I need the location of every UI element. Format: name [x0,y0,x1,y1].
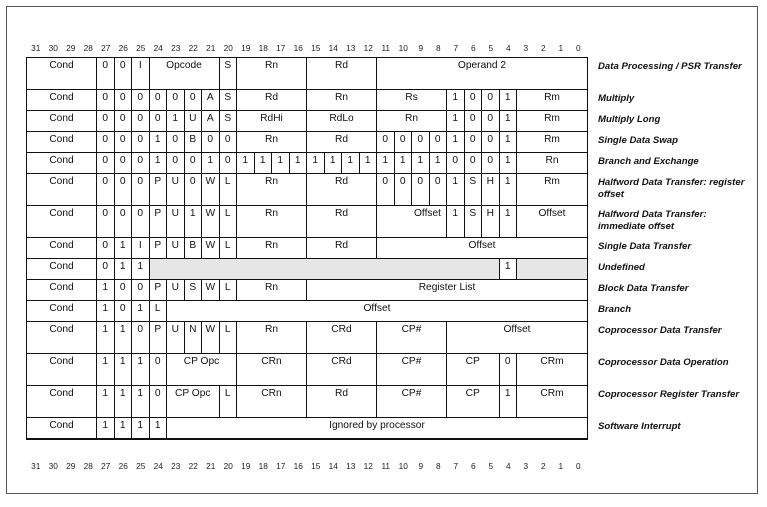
bit-number: 18 [258,461,268,471]
bit-field: U [167,280,185,301]
bit-field: 0 [167,153,185,174]
bit-field: CP# [377,354,447,386]
bit-field: Offset [377,206,447,238]
bit-number: 0 [575,43,581,53]
bit-field: Cond [27,111,97,132]
bit-field: CP Opc [167,354,237,386]
bit-field: P [150,238,168,259]
bit-field: CRn [237,386,307,418]
bit-field: Rd [307,58,377,90]
bit-field: 0 [377,132,395,153]
bit-field: Offset [377,238,587,259]
bit-field: 0 [220,153,238,174]
bit-field: 1 [97,322,115,354]
bit-number: 20 [223,461,233,471]
bit-number: 11 [381,43,391,53]
bit-field: 0 [150,354,168,386]
bit-field: 0 [115,153,133,174]
bit-field: U [167,174,185,206]
bit-number: 16 [293,461,303,471]
bit-field: Rd [237,90,307,111]
bit-field: 1 [97,301,115,322]
bit-number: 7 [453,43,459,53]
bit-field: W [202,280,220,301]
bit-field: 1 [360,153,378,174]
bit-field: 0 [220,132,238,153]
bit-field: 0 [447,153,465,174]
bit-field: Rs [377,90,447,111]
bit-field: 0 [465,132,483,153]
bit-field: 1 [97,386,115,418]
bit-field: 0 [412,174,430,206]
bit-field: 0 [132,280,150,301]
bit-field: 0 [115,206,133,238]
bit-field: CP# [377,386,447,418]
bit-field: 1 [430,153,448,174]
bit-number: 20 [223,43,233,53]
bit-field: 0 [150,111,168,132]
bit-field: 0 [97,153,115,174]
bit-field: 0 [395,174,413,206]
bit-field: L [150,301,168,322]
bit-number: 11 [381,461,391,471]
bit-field: 1 [255,153,273,174]
bit-number: 24 [153,43,163,53]
bit-field: 0 [132,90,150,111]
bit-field: 1 [500,132,518,153]
bit-field: Cond [27,259,97,280]
bit-field: 1 [500,206,518,238]
bit-field [517,259,587,280]
bit-field: Cond [27,386,97,418]
bit-number: 7 [453,461,459,471]
bit-number: 21 [206,43,216,53]
bit-field: Ignored by processor [167,418,587,439]
bit-field: 1 [132,354,150,386]
bit-field: 1 [447,132,465,153]
bit-field: 1 [150,132,168,153]
bit-field: Rn [237,206,307,238]
instruction-type-name: Coprocessor Register Transfer [598,389,740,400]
bit-field: Rd [307,206,377,238]
bit-field: 0 [482,111,500,132]
instruction-type-name: Software Interrupt [598,421,681,432]
bit-field: 1 [500,174,518,206]
bit-number: 10 [398,43,408,53]
bit-field: CRd [307,354,377,386]
bit-field: 0 [430,132,448,153]
bit-number: 1 [558,461,564,471]
instruction-type-name: Branch and Exchange [598,156,699,167]
bit-number: 27 [101,43,111,53]
bit-field: L [220,386,238,418]
bit-field: 1 [412,153,430,174]
bit-field: 0 [115,90,133,111]
instruction-type-name: Halfword Data Transfer: register offset [598,177,745,200]
bit-field: 0 [500,354,518,386]
bit-number: 1 [558,43,564,53]
bit-field: Cond [27,174,97,206]
bit-number: 25 [136,43,146,53]
instruction-type-name: Multiply Long [598,114,661,125]
bit-field: Cond [27,301,97,322]
bit-field: 1 [500,111,518,132]
bit-field: 1 [447,111,465,132]
bit-number: 9 [418,43,424,53]
bit-number: 15 [311,43,321,53]
bit-field: Cond [27,206,97,238]
bit-field: 1 [447,90,465,111]
bit-field: L [220,238,238,259]
bit-number: 3 [523,43,529,53]
bit-field: Rn [307,90,377,111]
bit-field: CRm [517,354,587,386]
bit-field: Rd [307,386,377,418]
bit-field: 1 [97,354,115,386]
bit-field: Cond [27,322,97,354]
bit-field: CRn [237,354,307,386]
bit-field: Cond [27,153,97,174]
bit-number: 8 [435,43,441,53]
bit-field: RdHi [237,111,307,132]
bit-field: S [220,90,238,111]
bit-number: 24 [153,461,163,471]
instruction-type-name: Single Data Swap [598,135,678,146]
bit-field: U [167,322,185,354]
instruction-type-name: Data Processing / PSR Transfer [598,61,742,72]
bit-numbers-bottom [27,460,587,472]
bit-number: 2 [540,461,546,471]
bit-field: 0 [132,174,150,206]
bit-field: W [202,238,220,259]
bit-field: L [220,322,238,354]
bit-field: Cond [27,280,97,301]
bit-field: Cond [27,132,97,153]
bit-field: 1 [115,322,133,354]
bit-field: 1 [132,301,150,322]
bit-field: Cond [27,90,97,111]
bit-number: 27 [101,461,111,471]
bit-field: U [167,238,185,259]
bit-field: Rm [517,174,587,206]
bit-field: Cond [27,238,97,259]
bit-number: 25 [136,461,146,471]
bit-number: 15 [311,461,321,471]
bit-number: 10 [398,461,408,471]
bit-field: L [220,280,238,301]
bit-field: 1 [115,354,133,386]
bit-number: 9 [418,461,424,471]
bit-field: W [202,206,220,238]
bit-number: 6 [470,461,476,471]
bit-number: 26 [118,461,128,471]
bit-number: 17 [276,43,286,53]
bit-field: Cond [27,58,97,90]
bit-field: P [150,322,168,354]
bit-field: S [465,206,483,238]
bit-field: 0 [185,174,203,206]
bit-field: 1 [395,153,413,174]
bit-number: 12 [363,461,373,471]
bit-number: 6 [470,43,476,53]
bit-number: 16 [293,43,303,53]
bit-field: CRm [517,386,587,418]
bit-number: 12 [363,43,373,53]
bit-field: CRd [307,322,377,354]
bit-number: 18 [258,43,268,53]
bit-field: 1 [202,153,220,174]
bit-field: 1 [167,111,185,132]
bit-field: 1 [97,418,115,439]
bit-number: 17 [276,461,286,471]
instruction-type-name: Block Data Transfer [598,283,689,294]
bit-field: 0 [465,153,483,174]
bit-field: 1 [500,259,518,280]
bit-number: 14 [328,461,338,471]
bit-field: 1 [447,206,465,238]
bit-field: CP [447,354,500,386]
bit-field: I [132,58,150,90]
bit-field: 0 [115,111,133,132]
bit-field: 0 [185,90,203,111]
bit-field: 0 [185,153,203,174]
bit-field: Offset [447,322,587,354]
bit-field: Rm [517,90,587,111]
bit-field: 1 [97,280,115,301]
bit-field: 0 [115,174,133,206]
bit-field: 0 [132,111,150,132]
instruction-type-name: Coprocessor Data Operation [598,357,729,368]
bit-field: 1 [272,153,290,174]
bit-field: Offset [167,301,587,322]
bit-field: 0 [115,132,133,153]
bit-field: 1 [325,153,343,174]
bit-field: 1 [342,153,360,174]
bit-number: 31 [31,43,41,53]
instruction-type-name: Coprocessor Data Transfer [598,325,722,336]
bit-field: L [220,206,238,238]
bit-field: P [150,206,168,238]
bit-field: Rn [377,111,447,132]
bit-field: Rn [237,238,307,259]
bit-field: 0 [482,153,500,174]
bit-number: 19 [241,461,251,471]
bit-field: 0 [167,90,185,111]
bit-field: U [185,111,203,132]
bit-field: 0 [150,90,168,111]
bit-field: CP Opc [167,386,220,418]
bit-field: 0 [97,90,115,111]
bit-field: A [202,111,220,132]
bit-number: 23 [171,43,181,53]
bit-field: 1 [377,153,395,174]
bit-field: 1 [115,418,133,439]
bit-number: 8 [435,461,441,471]
bit-number: 29 [66,461,76,471]
bit-number: 23 [171,461,181,471]
bit-field: 0 [115,58,133,90]
bit-field: Rn [237,58,307,90]
bit-field: P [150,280,168,301]
bit-number: 2 [540,43,546,53]
bit-number: 13 [346,43,356,53]
bit-number: 5 [488,43,494,53]
bit-field: 1 [150,153,168,174]
bit-field: 1 [500,386,518,418]
bit-field: 1 [500,153,518,174]
bit-number: 14 [328,43,338,53]
bit-field: L [220,174,238,206]
bit-field: S [465,174,483,206]
instruction-type-name: Multiply [598,93,635,104]
instruction-type-name: Halfword Data Transfer: immediate offset [598,209,707,232]
bit-field: H [482,206,500,238]
bit-field: B [185,238,203,259]
bit-field: 1 [132,259,150,280]
bit-field: 0 [97,111,115,132]
instruction-type-name: Undefined [598,262,645,273]
bit-field: 0 [465,90,483,111]
bit-field: Rm [517,111,587,132]
bit-field: 1 [115,386,133,418]
bit-field [150,259,500,280]
bit-field: 0 [167,132,185,153]
bit-field: 0 [202,132,220,153]
bit-field: 0 [132,153,150,174]
bit-field: 0 [97,206,115,238]
bit-field: 0 [482,132,500,153]
bit-field: 1 [447,174,465,206]
bit-field: 0 [465,111,483,132]
bit-number: 19 [241,43,251,53]
bit-field: Rn [237,280,307,301]
bit-number: 5 [488,461,494,471]
bit-field: Rn [237,132,307,153]
bit-field: 0 [132,206,150,238]
bit-field: 0 [97,132,115,153]
bit-number: 4 [505,43,511,53]
bit-field: W [202,174,220,206]
bit-field: 1 [290,153,308,174]
bit-field: Register List [307,280,587,301]
bit-field: S [220,111,238,132]
bit-field: Rd [307,132,377,153]
bit-number: 13 [346,461,356,471]
bit-number: 21 [206,461,216,471]
bit-field: 1 [115,238,133,259]
bit-field: 0 [132,132,150,153]
bit-field: 0 [132,322,150,354]
bit-number: 28 [83,461,93,471]
bit-field: Rd [307,238,377,259]
bit-field: 1 [307,153,325,174]
bit-number: 4 [505,461,511,471]
bit-number: 30 [48,461,58,471]
bit-field: 0 [97,238,115,259]
instruction-format-table [27,58,587,439]
bit-field: 0 [97,58,115,90]
bit-numbers-top [27,42,587,54]
bit-field: 0 [97,174,115,206]
bit-field: W [202,322,220,354]
bit-field: 1 [237,153,255,174]
bit-number: 22 [188,43,198,53]
bit-field: 0 [430,174,448,206]
bit-field: CP# [377,322,447,354]
bit-number: 30 [48,43,58,53]
bit-field: Rn [237,174,307,206]
bit-field: Cond [27,354,97,386]
bit-field: Opcode [150,58,220,90]
bit-number: 29 [66,43,76,53]
bit-field: S [185,280,203,301]
bit-field: 0 [395,132,413,153]
bit-field: A [202,90,220,111]
bit-field: Cond [27,418,97,439]
bit-field: S [220,58,238,90]
bit-field: CP [447,386,500,418]
bit-field: 1 [132,418,150,439]
bit-field: 0 [115,301,133,322]
bit-field: 1 [185,206,203,238]
bit-field: 1 [150,418,168,439]
bit-field: I [132,238,150,259]
bit-field: 1 [500,90,518,111]
bit-field: Rd [307,174,377,206]
bit-field: RdLo [307,111,377,132]
bit-field: U [167,206,185,238]
bit-field: 1 [115,259,133,280]
bit-field: 0 [150,386,168,418]
bit-field: Offset [517,206,587,238]
bit-field: Rn [237,322,307,354]
bit-field: B [185,132,203,153]
bit-number: 22 [188,461,198,471]
bit-field: 0 [482,90,500,111]
bit-number: 3 [523,461,529,471]
bit-field: H [482,174,500,206]
bit-field: N [185,322,203,354]
bit-field: 1 [132,386,150,418]
bit-number: 26 [118,43,128,53]
bit-number: 31 [31,461,41,471]
instruction-type-name: Single Data Transfer [598,241,692,252]
bit-number: 28 [83,43,93,53]
bit-field: Operand 2 [377,58,587,90]
instruction-type-name: Branch [598,304,632,315]
bit-field: 0 [97,259,115,280]
bit-field: P [150,174,168,206]
bit-field: 0 [412,132,430,153]
bit-field: Rn [517,153,587,174]
bit-field: 0 [377,174,395,206]
instruction-type-labels [598,58,748,456]
bit-number: 0 [575,461,581,471]
bit-field: Rm [517,132,587,153]
bit-field: 0 [115,280,133,301]
